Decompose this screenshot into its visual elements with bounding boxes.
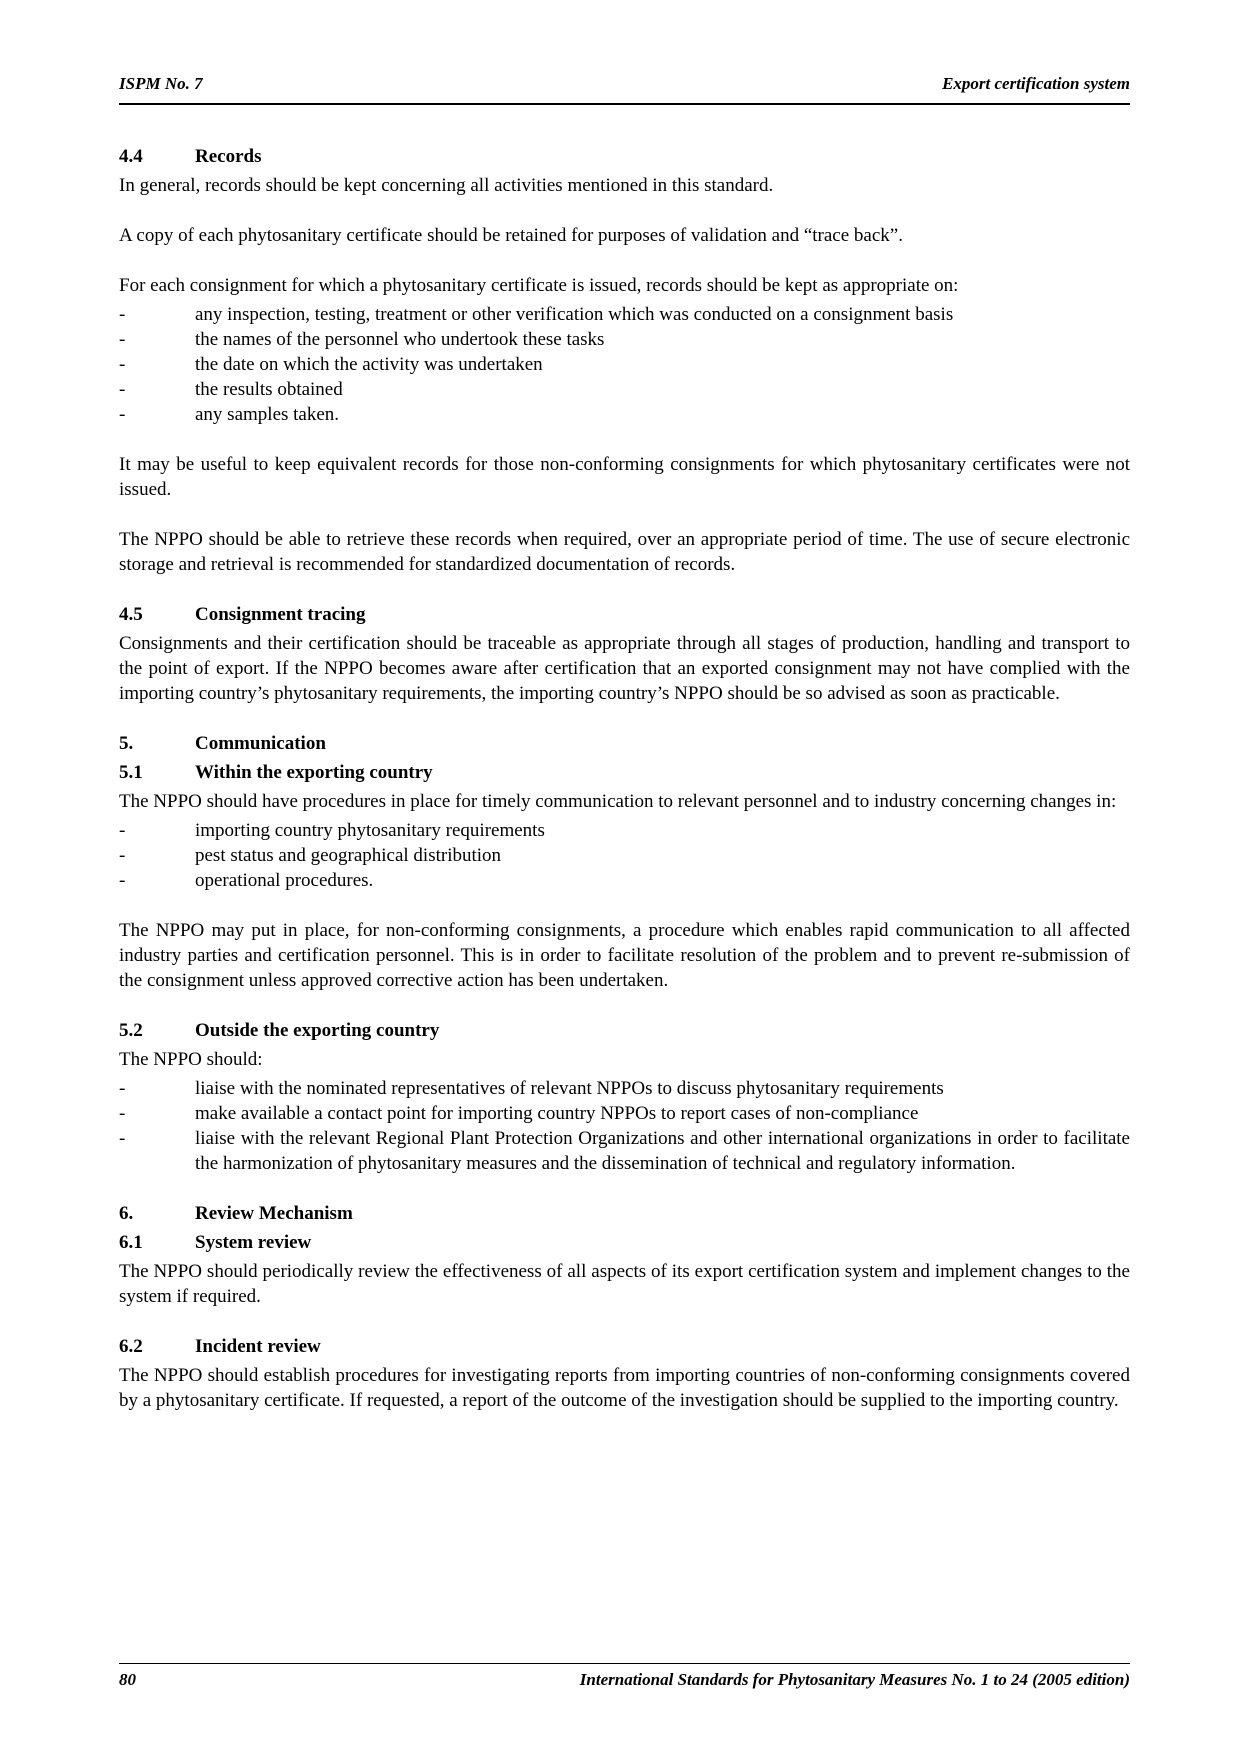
paragraph: In general, records should be kept concerning all activities mentioned in this standard. — [119, 175, 774, 196]
section-heading-4-5 — [119, 602, 1130, 627]
section-number: 5.1 — [119, 762, 143, 783]
dash-marker: - — [119, 820, 126, 841]
section-title: Review Mechanism — [195, 1203, 353, 1224]
dash-marker: - — [119, 404, 126, 425]
dash-marker: - — [119, 1078, 126, 1099]
dash-marker: - — [119, 354, 126, 375]
header-standard-number: ISPM No. 7 — [119, 74, 203, 93]
section-title: Outside the exporting country — [195, 1020, 440, 1041]
section-title: Communication — [195, 733, 326, 754]
list-item: - the date on which the activity was undertaken — [119, 354, 543, 375]
page-header — [119, 74, 1130, 94]
section-number: 6.2 — [119, 1336, 143, 1357]
section-heading-5-2 — [119, 1018, 1130, 1043]
page-number: 80 — [119, 1670, 136, 1689]
paragraph: The NPPO should periodically review the effectiveness of all aspects of its export certification system and implement changes to the system if required. — [119, 1261, 1130, 1307]
section-title: Within the exporting country — [195, 762, 433, 783]
section-title: System review — [195, 1232, 312, 1253]
list-item: - any samples taken. — [119, 404, 340, 425]
dash-marker: - — [119, 870, 126, 891]
section-title: Consignment tracing — [195, 604, 366, 625]
list-item: - importing country phytosanitary requirements — [119, 820, 545, 841]
list-item: - operational procedures. — [119, 870, 374, 891]
dash-marker: - — [119, 304, 126, 325]
dash-marker: - — [119, 379, 126, 400]
section-heading-5-1 — [119, 760, 1130, 785]
paragraph: Consignments and their certification should be traceable as appropriate through all stages of production, handling and transport to the point of export. If the NPPO becomes aware after certification that an exported consignment may not have complied with the importing country’s phytosanitary requirements, the importing country’s NPPO should be so advised as soon as practicable. — [119, 633, 1130, 704]
paragraph: A copy of each phytosanitary certificate should be retained for purposes of validation and “trace back”. — [119, 225, 903, 246]
document-body — [119, 144, 1130, 1413]
list-item: - pest status and geographical distribution — [119, 845, 502, 866]
list-item: - the results obtained — [119, 379, 343, 400]
paragraph: For each consignment for which a phytosanitary certificate is issued, records should be kept as appropriate on: — [119, 275, 959, 296]
section-heading-5 — [119, 731, 1130, 756]
section-title: Incident review — [195, 1336, 321, 1357]
header-rule — [119, 103, 1130, 105]
header-standard-title: Export certification system — [942, 74, 1130, 93]
section-number: 6. — [119, 1203, 134, 1224]
list-item: - liaise with the relevant Regional Plant Protection Organizations and other international organizations in order to facilitate the harmonization of phytosanitary measures and the dissemination of technical and regulatory information. — [119, 1128, 1130, 1174]
section-heading-6-1 — [119, 1230, 1130, 1255]
list-item: - make available a contact point for importing country NPPOs to report cases of non-compliance — [119, 1103, 919, 1124]
paragraph: The NPPO should: — [119, 1049, 263, 1070]
section-number: 4.4 — [119, 146, 143, 167]
list-item: - the names of the personnel who undertook these tasks — [119, 329, 605, 350]
section-number: 4.5 — [119, 604, 143, 625]
bullet-list-npp-duties — [119, 1076, 1130, 1176]
section-heading-4-4 — [119, 144, 1130, 169]
dash-marker: - — [119, 845, 126, 866]
bullet-list-changes — [119, 818, 1130, 893]
section-heading-6-2 — [119, 1334, 1130, 1359]
section-number: 5.2 — [119, 1020, 143, 1041]
dash-marker: - — [119, 1128, 126, 1149]
footer-publication-title: International Standards for Phytosanitary Measures No. 1 to 24 (2005 edition) — [579, 1670, 1130, 1689]
section-number: 6.1 — [119, 1232, 143, 1253]
paragraph: The NPPO may put in place, for non-conforming consignments, a procedure which enables rapid communication to all affected industry parties and certification personnel. This is in order to facilitate resolution of the problem and to prevent re-submission of the consignment unless approved corrective action has been undertaken. — [119, 920, 1130, 991]
footer-rule — [119, 1663, 1130, 1664]
bullet-list-records — [119, 302, 1130, 427]
section-number: 5. — [119, 733, 134, 754]
section-heading-6 — [119, 1201, 1130, 1226]
page-footer — [119, 1670, 1130, 1690]
paragraph: The NPPO should establish procedures for investigating reports from importing countries of non-conforming consignments covered by a phytosanitary certificate. If requested, a report of the outcome of the investigation should be supplied to the importing country. — [119, 1365, 1130, 1411]
dash-marker: - — [119, 329, 126, 350]
dash-marker: - — [119, 1103, 126, 1124]
paragraph: The NPPO should be able to retrieve these records when required, over an appropriate period of time. The use of secure electronic storage and retrieval is recommended for standardized documentation of records. — [119, 529, 1130, 575]
list-item: - any inspection, testing, treatment or other verification which was conducted on a consignment basis — [119, 304, 954, 325]
list-item: - liaise with the nominated representatives of relevant NPPOs to discuss phytosanitary requirements — [119, 1078, 944, 1099]
paragraph: It may be useful to keep equivalent records for those non-conforming consignments for which phytosanitary certificates were not issued. — [119, 454, 1130, 500]
section-title: Records — [195, 146, 262, 167]
paragraph: The NPPO should have procedures in place for timely communication to relevant personnel and to industry concerning changes in: — [119, 791, 1117, 812]
